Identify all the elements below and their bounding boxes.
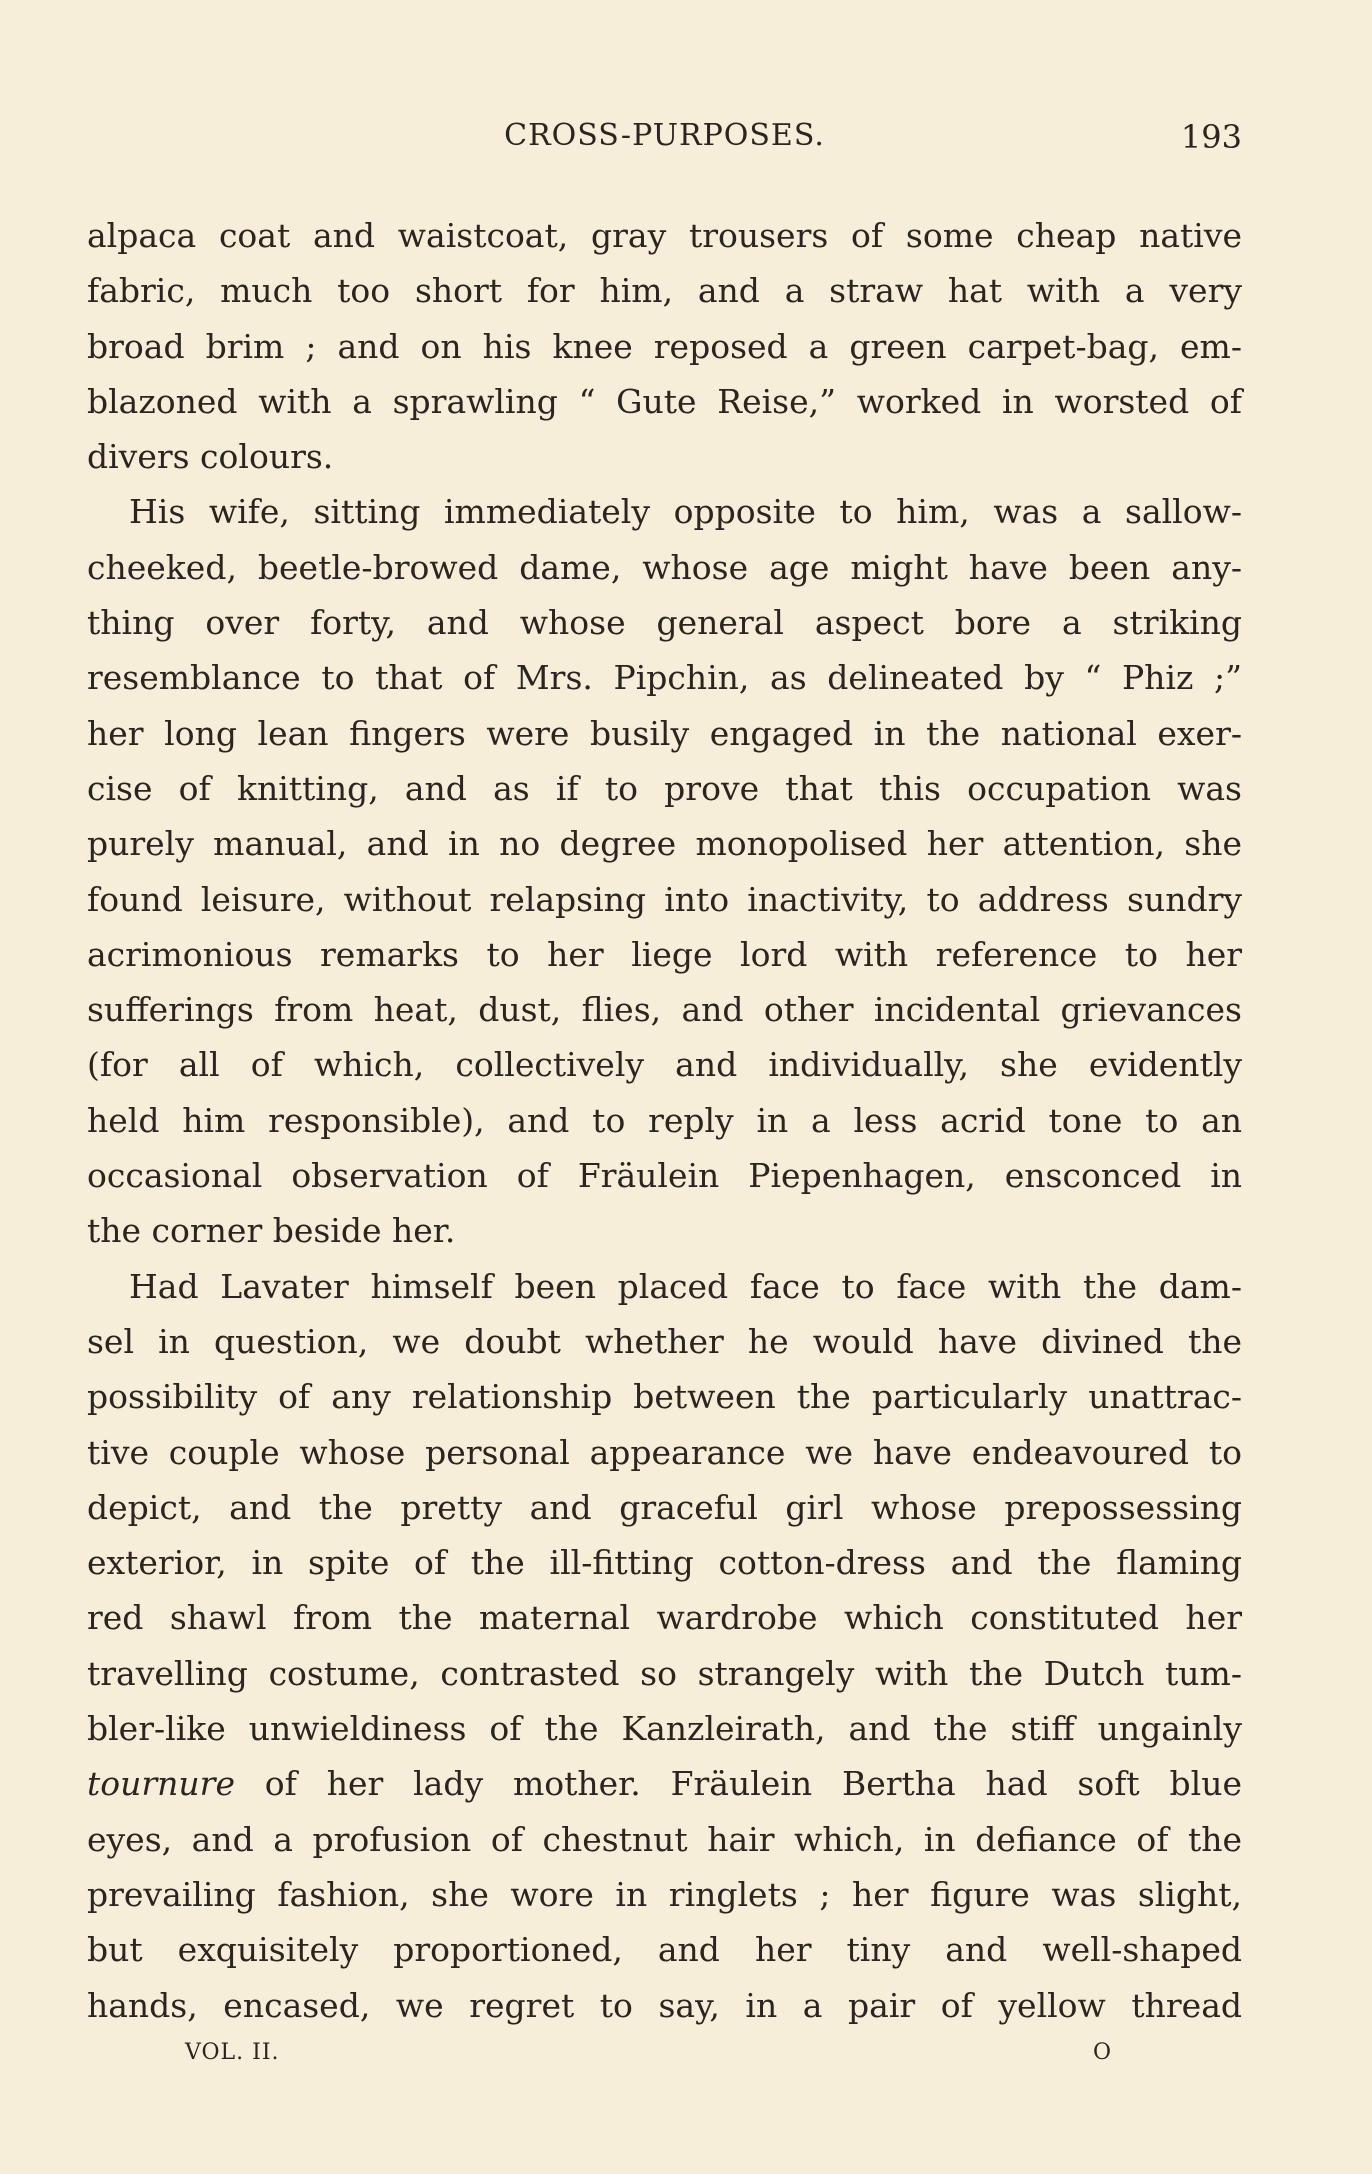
text-line: prevailing fashion, she wore in ringlets ; her figure was slight, — [87, 1874, 1242, 1914]
text-line: but exquisitely proportioned, and her tiny and well-shaped — [87, 1930, 1242, 1970]
text-line: hands, encased, we regret to say, in a pair of yellow thread — [87, 1985, 1242, 2025]
text-line: His wife, sitting immediately opposite to him, was a sallow- — [129, 492, 1242, 532]
text-line: cheeked, beetle-browed dame, whose age might have been any- — [87, 547, 1242, 587]
signature-mark: O — [1093, 2040, 1113, 2065]
volume-label: VOL. II. — [185, 2040, 280, 2065]
text-line: her long lean fingers were busily engaged in the national exer- — [87, 713, 1242, 753]
text-line: the corner beside her. — [87, 1211, 456, 1251]
text-line: broad brim ; and on his knee reposed a green carpet-bag, em- — [87, 326, 1242, 366]
text-line: exterior, in spite of the ill-fitting cotton-dress and the flaming — [87, 1543, 1242, 1583]
text-line: occasional observation of Fräulein Piepenhagen, ensconced in — [87, 1156, 1242, 1196]
page-number: 193 — [1180, 118, 1242, 156]
text-line: sel in question, we doubt whether he would have divined the — [87, 1321, 1242, 1361]
text-line: tive couple whose personal appearance we have endeavoured to — [87, 1432, 1242, 1472]
text-line: red shawl from the maternal wardrobe which constituted her — [87, 1598, 1242, 1638]
text-line: depict, and the pretty and graceful girl whose prepossessing — [87, 1487, 1242, 1527]
text-line: Had Lavater himself been placed face to face with the dam- — [129, 1266, 1242, 1306]
text-line: eyes, and a profusion of chestnut hair which, in defiance of the — [87, 1819, 1242, 1859]
running-title: CROSS-PURPOSES. — [504, 118, 825, 153]
page-footer — [87, 2040, 1242, 2080]
text-line: bler-like unwieldiness of the Kanzleirath, and the stiff ungainly — [87, 1709, 1242, 1749]
text-line: sufferings from heat, dust, flies, and other incidental grievances — [87, 990, 1242, 1030]
running-head — [87, 118, 1242, 166]
text-line — [87, 1756, 1242, 1811]
text-line: thing over forty, and whose general aspect bore a striking — [87, 603, 1242, 643]
text-line: resemblance to that of Mrs. Pipchin, as delineated by “ Phiz ;” — [87, 658, 1242, 698]
text-line: held him responsible), and to reply in a less acrid tone to an — [87, 1100, 1242, 1140]
italic-word: tournure — [87, 1764, 235, 1804]
text-line: alpaca coat and waistcoat, gray trousers of some cheap native — [87, 216, 1242, 255]
text-line: divers colours. — [87, 437, 334, 477]
text-line: found leisure, without relapsing into inactivity, to address sundry — [87, 879, 1242, 919]
text-line: travelling costume, contrasted so strangely with the Dutch tum- — [87, 1653, 1242, 1693]
text-line: possibility of any relationship between the particularly unattrac- — [87, 1377, 1242, 1417]
text-line: purely manual, and in no degree monopolised her attention, she — [87, 824, 1242, 864]
text-line: fabric, much too short for him, and a straw hat with a very — [87, 271, 1242, 311]
line-remainder: of her lady mother. Fräulein Bertha had soft blue — [234, 1764, 1242, 1804]
text-line: (for all of which, collectively and individually, she evidently — [87, 1045, 1242, 1085]
text-line: cise of knitting, and as if to prove that this occupation was — [87, 768, 1242, 808]
text-line: acrimonious remarks to her liege lord with reference to her — [87, 934, 1242, 974]
body-text — [87, 208, 1242, 2033]
text-line: blazoned with a sprawling “ Gute Reise,” worked in worsted of — [87, 381, 1242, 421]
